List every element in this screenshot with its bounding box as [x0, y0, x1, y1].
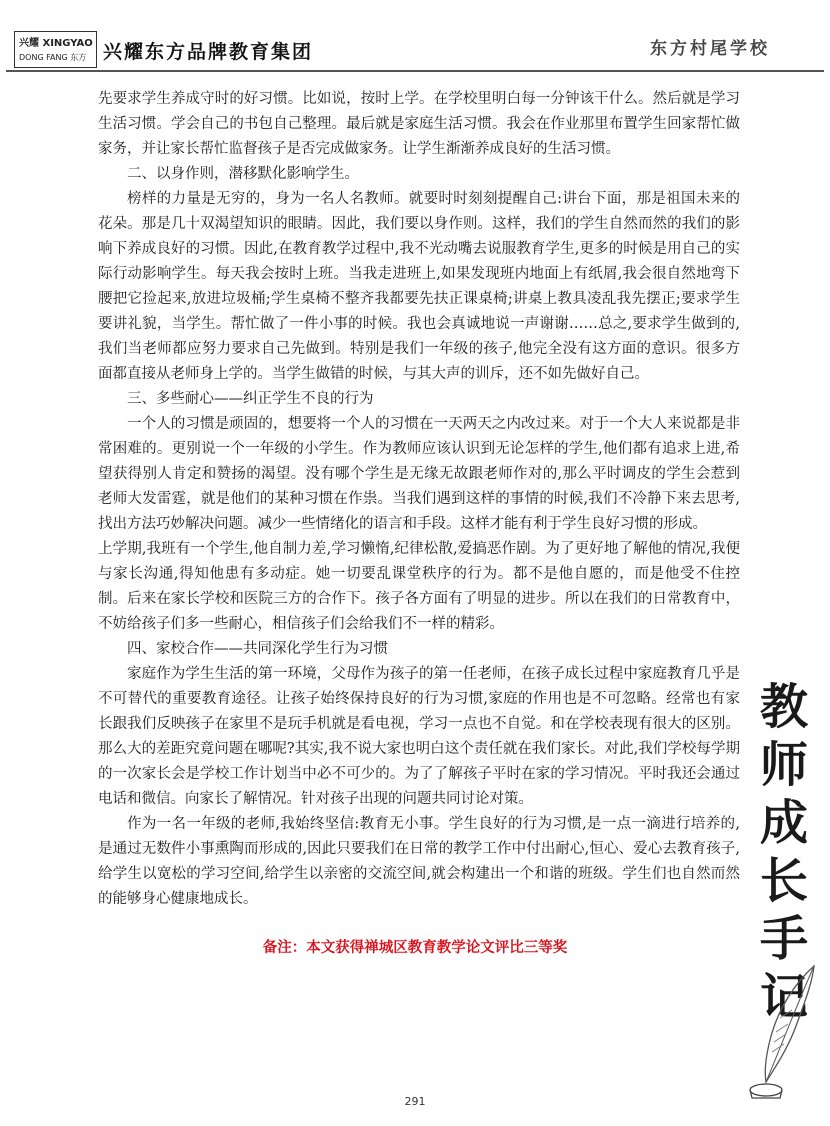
page-number: 291 [404, 1095, 426, 1108]
paragraph-5: 作为一名一年级的老师,我始终坚信:教育无小事。学生良好的行为习惯,是一点一滴进行培养的,是通过无数件小事熏陶而形成的,因此只要我们在日常的教学工作中付出耐心,恒心、爱心去教育孩子,给学生以宽松的学习空间,给学生以亲密的交流空间,就会构建出一个和谐的班级。学生们也自然而然的能够身心健康地成长。 [98, 816, 740, 907]
quill-pen-icon [736, 962, 822, 1102]
group-name: 兴耀东方品牌教育集团 [103, 41, 314, 63]
school-name: 东方村尾学校 [650, 39, 770, 59]
article-body [98, 87, 740, 912]
award-note: 备注：本文获得禅城区教育教学论文评比三等奖 [262, 940, 568, 956]
logo-text-top: 兴耀 XINGYAO [19, 38, 93, 49]
section-heading-3: 三、多些耐心——纠正学生不良的行为 [127, 391, 374, 407]
header-divider [6, 70, 824, 72]
side-title-char: 手 [759, 911, 808, 967]
paragraph-4: 家庭作为学生生活的第一环境，父母作为孩子的第一任老师，在孩子成长过程中家庭教育几乎是不可替代的重要教育途径。让孩子始终保持良好的行为习惯,家庭的作用也是不可忽略。经常也有家长跟我们反映孩子在家里不是玩手机就是看电视，学习一点也不自觉。和在学校表现有很大的区别。那么大的差距究竟问题在哪呢?其实,我不说大家也明白这个责任就在我们家长。对此,我们学校每学期的一次家长会是学校工作计划当中必不可少的。为了了解孩子平时在家的学习情况。平时我还会通过电话和微信。向家长了解情况。针对孩子出现的问题共同讨论对策。 [98, 666, 740, 807]
logo-text-bottom: DONG FANG 东方 [19, 53, 87, 62]
side-title-char: 记 [759, 969, 808, 1025]
side-title-char: 师 [759, 737, 808, 793]
section-heading-2: 二、以身作则，潜移默化影响学生。 [127, 166, 359, 182]
section-heading-4: 四、家校合作——共同深化学生行为习惯 [127, 641, 388, 657]
side-title-char: 长 [759, 853, 808, 909]
page-header [0, 0, 830, 75]
side-title-char: 教 [759, 679, 808, 735]
paragraph-3: 一个人的习惯是顽固的，想要将一个人的习惯在一天两天之内改过来。对于一个大人来说都是非常困难的。更别说一个一年级的小学生。作为教师应该认识到无论怎样的学生,他们都有追求上进,希望获得别人肯定和赞扬的渴望。没有哪个学生是无缘无故跟老师作对的,那么平时调皮的学生会惹到老师大发雷霆，就是他们的某种习惯在作祟。当我们遇到这样的事情的时候,我们不冷静下来去思考,找出方法巧妙解决问题。减少一些情绪化的语言和手段。这样才能有利于学生良好习惯的形成。 [98, 416, 740, 532]
paragraph-1: 先要求学生养成守时的好习惯。比如说，按时上学。在学校里明白每一分钟该干什么。然后就是学习生活习惯。学会自己的书包自己整理。最后就是家庭生活习惯。我会在作业那里布置学生回家帮忙做家务，并让家长帮忙监督孩子是否完成做家务。让学生渐渐养成良好的生活习惯。 [98, 91, 740, 157]
paragraph-3b: 上学期,我班有一个学生,他自制力差,学习懒惰,纪律松散,爱搞恶作剧。为了更好地了解他的情况,我便与家长沟通,得知他患有多动症。她一切要乱课堂秩序的行为。都不是他自愿的，而是他受不住控制。后来在家长学校和医院三方的合作下。孩子各方面有了明显的进步。所以在我们的日常教育中，不妨给孩子们多一些耐心，相信孩子们会给我们不一样的精彩。 [98, 541, 740, 632]
side-title-char: 成 [759, 795, 808, 851]
group-logo [14, 31, 97, 68]
paragraph-2: 榜样的力量是无穷的，身为一名人名教师。就要时时刻刻提醒自己:讲台下面，那是祖国未来的花朵。那是几十双渴望知识的眼睛。因此，我们要以身作则。这样，我们的学生自然而然的我们的影响下养成良好的习惯。因此,在教育教学过程中,我不光动嘴去说服教育学生,更多的时候是用自己的实际行动影响学生。每天我会按时上班。当我走进班上,如果发现班内地面上有纸屑,我会很自然地弯下腰把它捡起来,放进垃圾桶;学生桌椅不整齐我都要先扶正课桌椅;讲桌上教具凌乱我先摆正;要求学生要讲礼貌，当学生。帮忙做了一件小事的时候。我也会真诚地说一声谢谢……总之,要求学生做到的,我们当老师都应努力要求自己先做到。特别是我们一年级的孩子,他完全没有这方面的意识。很多方面都直接从老师身上学的。当学生做错的时候，与其大声的训斥，还不如先做好自己。 [98, 191, 740, 382]
